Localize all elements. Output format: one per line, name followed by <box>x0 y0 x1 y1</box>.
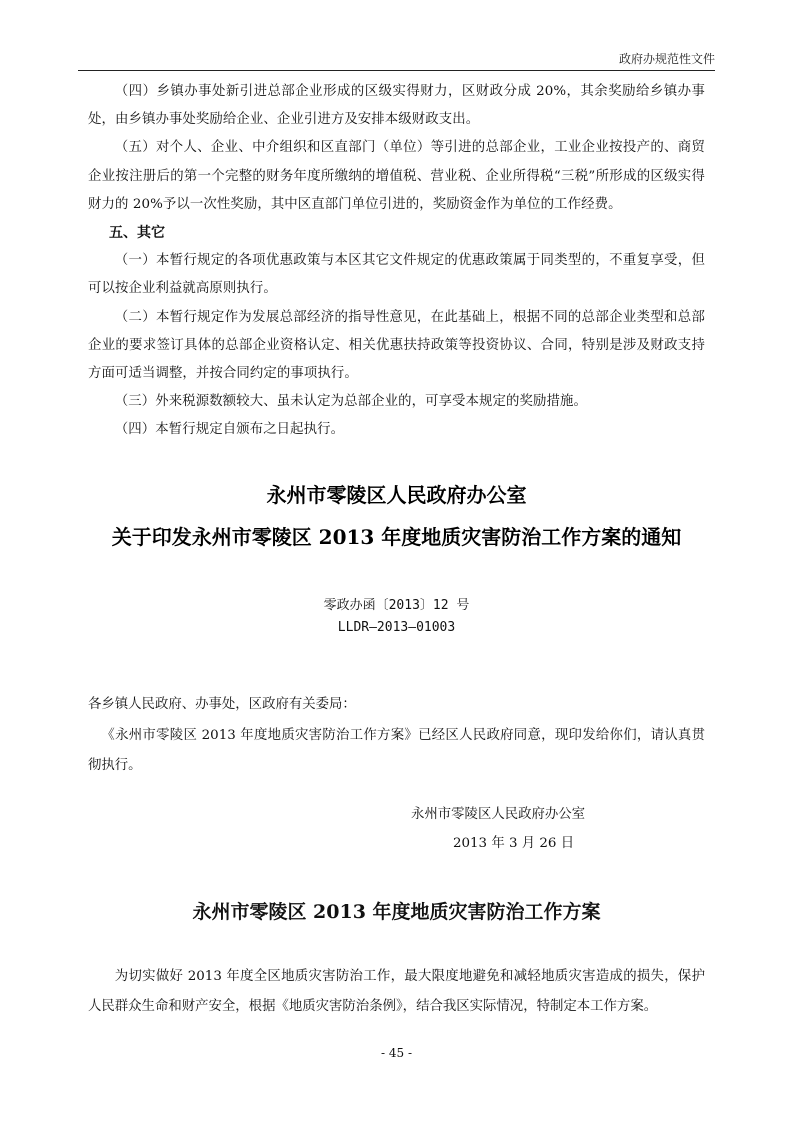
paragraph-prev-4: （四）乡镇办事处新引进总部企业形成的区级实得财力，区财政分成 20%，其余奖励给乡镇办事处，由乡镇办事处奖励给企业、企业引进方及安排本级财政支出。 <box>88 84 705 128</box>
notice-title-line2: 关于印发永州市零陵区 2013 年度地质灾害防治工作方案的通知 <box>111 525 682 549</box>
paragraph-other-1: （一）本暂行规定的各项优惠政策与本区其它文件规定的优惠政策属于同类型的，不重复享受，但可以按企业利益就高原则执行。 <box>88 253 705 297</box>
signature-date: 2013 年 3 月 26 日 <box>453 836 575 851</box>
addressee: 各乡镇人民政府、办事处，区政府有关委局： <box>88 697 356 712</box>
paragraph-other-2: （二）本暂行规定作为发展总部经济的指导性意见，在此基础上，根据不同的总部企业类型和总部企业的要求签订具体的总部企业资格认定、相关优惠扶持政策等投资协议、合同，特别是涉及财政支持方面可适当调整，并按合同约定的事项执行。 <box>88 309 705 382</box>
running-header-label: 政府办规范性文件 <box>618 52 715 66</box>
page-number: - 45 - <box>380 1046 412 1060</box>
paragraph-other-3: （三）外来税源数额较大、虽未认定为总部企业的，可享受本规定的奖励措施。 <box>114 394 587 410</box>
doc-number: 零政办函〔2013〕12 号 <box>323 598 470 613</box>
header-divider <box>78 70 715 71</box>
paragraph-other-4: （四）本暂行规定自颁布之日起执行。 <box>114 422 345 438</box>
registration-number: LLDR—2013—01003 <box>337 620 456 635</box>
notice-body: 《永州市零陵区 2013 年度地质灾害防治工作方案》已经区人民政府同意，现印发给你们，请认真贯彻执行。 <box>88 728 705 773</box>
plan-title: 永州市零陵区 2013 年度地质灾害防治工作方案 <box>192 901 601 923</box>
signature-org: 永州市零陵区人民政府办公室 <box>411 807 586 822</box>
paragraph-prev-5: （五）对个人、企业、中介组织和区直部门（单位）等引进的总部企业，工业企业按投产的、商贸企业按注册后的第一个完整的财务年度所缴纳的增值税、营业税、企业所得税“三税”所形成的区级实得财力的 20%予以一次性奖励，其中区直部门单位引进的，奖励资金作为单位的工作经费。 <box>88 140 705 212</box>
section-heading-other: 五、其它 <box>109 225 165 242</box>
notice-title-line1: 永州市零陵区人民政府办公室 <box>266 483 527 507</box>
plan-intro: 为切实做好 2013 年度全区地质灾害防治工作，最大限度地避免和减轻地质灾害造成的损失，保护人民群众生命和财产安全，根据《地质灾害防治条例》，结合我区实际情况，特制定本工作方案。 <box>88 969 705 1014</box>
previous-section <box>88 78 705 445</box>
